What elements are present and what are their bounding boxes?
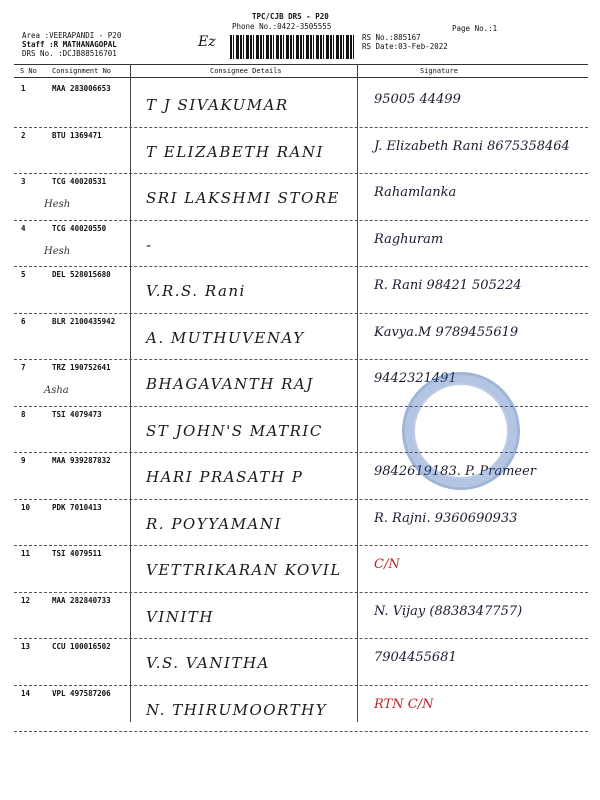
consignee-name: V.S. VANITHA xyxy=(146,654,270,672)
signature: 9442321491 xyxy=(374,371,457,386)
handwritten-mark: Hesh xyxy=(44,245,71,257)
consignee-name: HARI PRASATH P xyxy=(146,468,304,486)
phone-number: Phone No.:0422-3505555 xyxy=(232,22,332,31)
consignee-name: ST JOHN'S MATRIC xyxy=(146,421,323,440)
consignment-number: DEL 528015680 xyxy=(52,270,111,279)
table-row xyxy=(14,266,588,313)
serial-number: 7 xyxy=(21,363,26,372)
signature: 9842619183. P. Prameer xyxy=(374,464,536,479)
consignment-number: TCG 40020531 xyxy=(52,177,107,186)
consignment-number: MAA 282840733 xyxy=(52,595,111,605)
consignment-number: BTU 1369471 xyxy=(52,130,102,140)
signature: 95005 44499 xyxy=(374,92,461,107)
table-row xyxy=(14,638,588,685)
column-consignment: Consignment No xyxy=(52,67,112,75)
table-row xyxy=(14,173,588,220)
handwritten-note: Ez xyxy=(198,34,216,50)
signature: Kavya.M 9789455619 xyxy=(374,324,519,340)
table-row xyxy=(14,313,588,360)
consignment-number: PDK 7010413 xyxy=(52,502,102,512)
consignee-name: BHAGAVANTH RAJ xyxy=(146,375,314,393)
column-sno: S No xyxy=(20,67,37,75)
signature: J. Elizabeth Rani 8675358464 xyxy=(374,138,570,154)
consignee-name: V.R.S. Rani xyxy=(146,282,246,300)
row-separator xyxy=(14,731,588,732)
consignee-name: SRI LAKSHMI STORE xyxy=(146,189,340,207)
consignment-number: TCG 40020550 xyxy=(52,223,107,233)
consignment-number: TRZ 190752641 xyxy=(52,363,111,372)
office-stamp xyxy=(402,372,520,490)
signature: 7904455681 xyxy=(374,650,457,665)
serial-number: 11 xyxy=(21,549,31,558)
serial-number: 2 xyxy=(21,130,26,140)
consignment-number: TSI 4079511 xyxy=(52,549,102,558)
serial-number: 4 xyxy=(21,223,26,233)
consignment-number: TSI 4079473 xyxy=(52,409,102,419)
page-number: Page No.:1 xyxy=(452,24,498,33)
signature: R. Rajni. 9360690933 xyxy=(374,510,518,526)
area: Area :VEERAPANDI - P20 xyxy=(22,31,122,40)
handwritten-mark: Asha xyxy=(44,385,69,396)
consignee-name: - xyxy=(146,235,153,254)
serial-number: 8 xyxy=(21,409,26,419)
sheet-title: TPC/CJB DRS - P20 xyxy=(252,12,329,21)
serial-number: 3 xyxy=(21,177,26,186)
drs-number: DRS No. :DCJB88516701 xyxy=(22,49,117,58)
consignment-number: CCU 100016502 xyxy=(52,642,111,651)
column-signature: Signature xyxy=(420,67,458,75)
barcode xyxy=(230,35,354,59)
header-top-rule xyxy=(14,64,588,65)
consignee-name: A. MUTHUVENAY xyxy=(146,328,305,347)
table-row xyxy=(14,499,588,546)
table-row xyxy=(14,80,588,127)
serial-number: 9 xyxy=(21,456,26,465)
signature: C/N xyxy=(374,557,400,572)
consignee-name: VETTRIKARAN KOVIL xyxy=(146,561,342,579)
serial-number: 1 xyxy=(21,84,26,93)
consignee-name: VINITH xyxy=(146,607,214,626)
serial-number: 5 xyxy=(21,270,26,279)
consignment-number: MAA 939287832 xyxy=(52,456,111,465)
consignee-name: R. POYYAMANI xyxy=(146,514,282,533)
consignment-number: MAA 283006653 xyxy=(52,84,111,93)
consignment-number: VPL 497587206 xyxy=(52,688,111,698)
table-row xyxy=(14,592,588,639)
signature: Rahamlanka xyxy=(374,185,457,200)
serial-number: 10 xyxy=(21,502,31,512)
consignee-name: T J SIVAKUMAR xyxy=(146,96,289,114)
staff: Staff :R MATHANAGOPAL xyxy=(22,40,117,49)
signature: RTN C/N xyxy=(374,696,434,712)
consignment-number: BLR 2100435942 xyxy=(52,316,116,326)
table-row xyxy=(14,685,588,732)
serial-number: 12 xyxy=(21,595,31,605)
signature: N. Vijay (8838347757) xyxy=(374,603,523,619)
rs-number: RS No.:885167 xyxy=(362,33,421,42)
rs-date: RS Date:03-Feb-2022 xyxy=(362,42,448,51)
handwritten-mark: Hesh xyxy=(44,199,71,210)
column-consignee: Consignee Details xyxy=(210,67,282,75)
signature: R. Rani 98421 505224 xyxy=(374,278,522,293)
serial-number: 13 xyxy=(21,642,31,651)
consignee-name: N. THIRUMOORTHY xyxy=(146,700,328,719)
serial-number: 6 xyxy=(21,316,26,326)
table-row xyxy=(14,220,588,267)
header-bottom-rule xyxy=(14,77,588,78)
table-row xyxy=(14,127,588,174)
serial-number: 14 xyxy=(21,688,31,698)
signature: Raghuram xyxy=(374,231,444,247)
consignee-name: T ELIZABETH RANI xyxy=(146,142,324,161)
table-row xyxy=(14,545,588,592)
